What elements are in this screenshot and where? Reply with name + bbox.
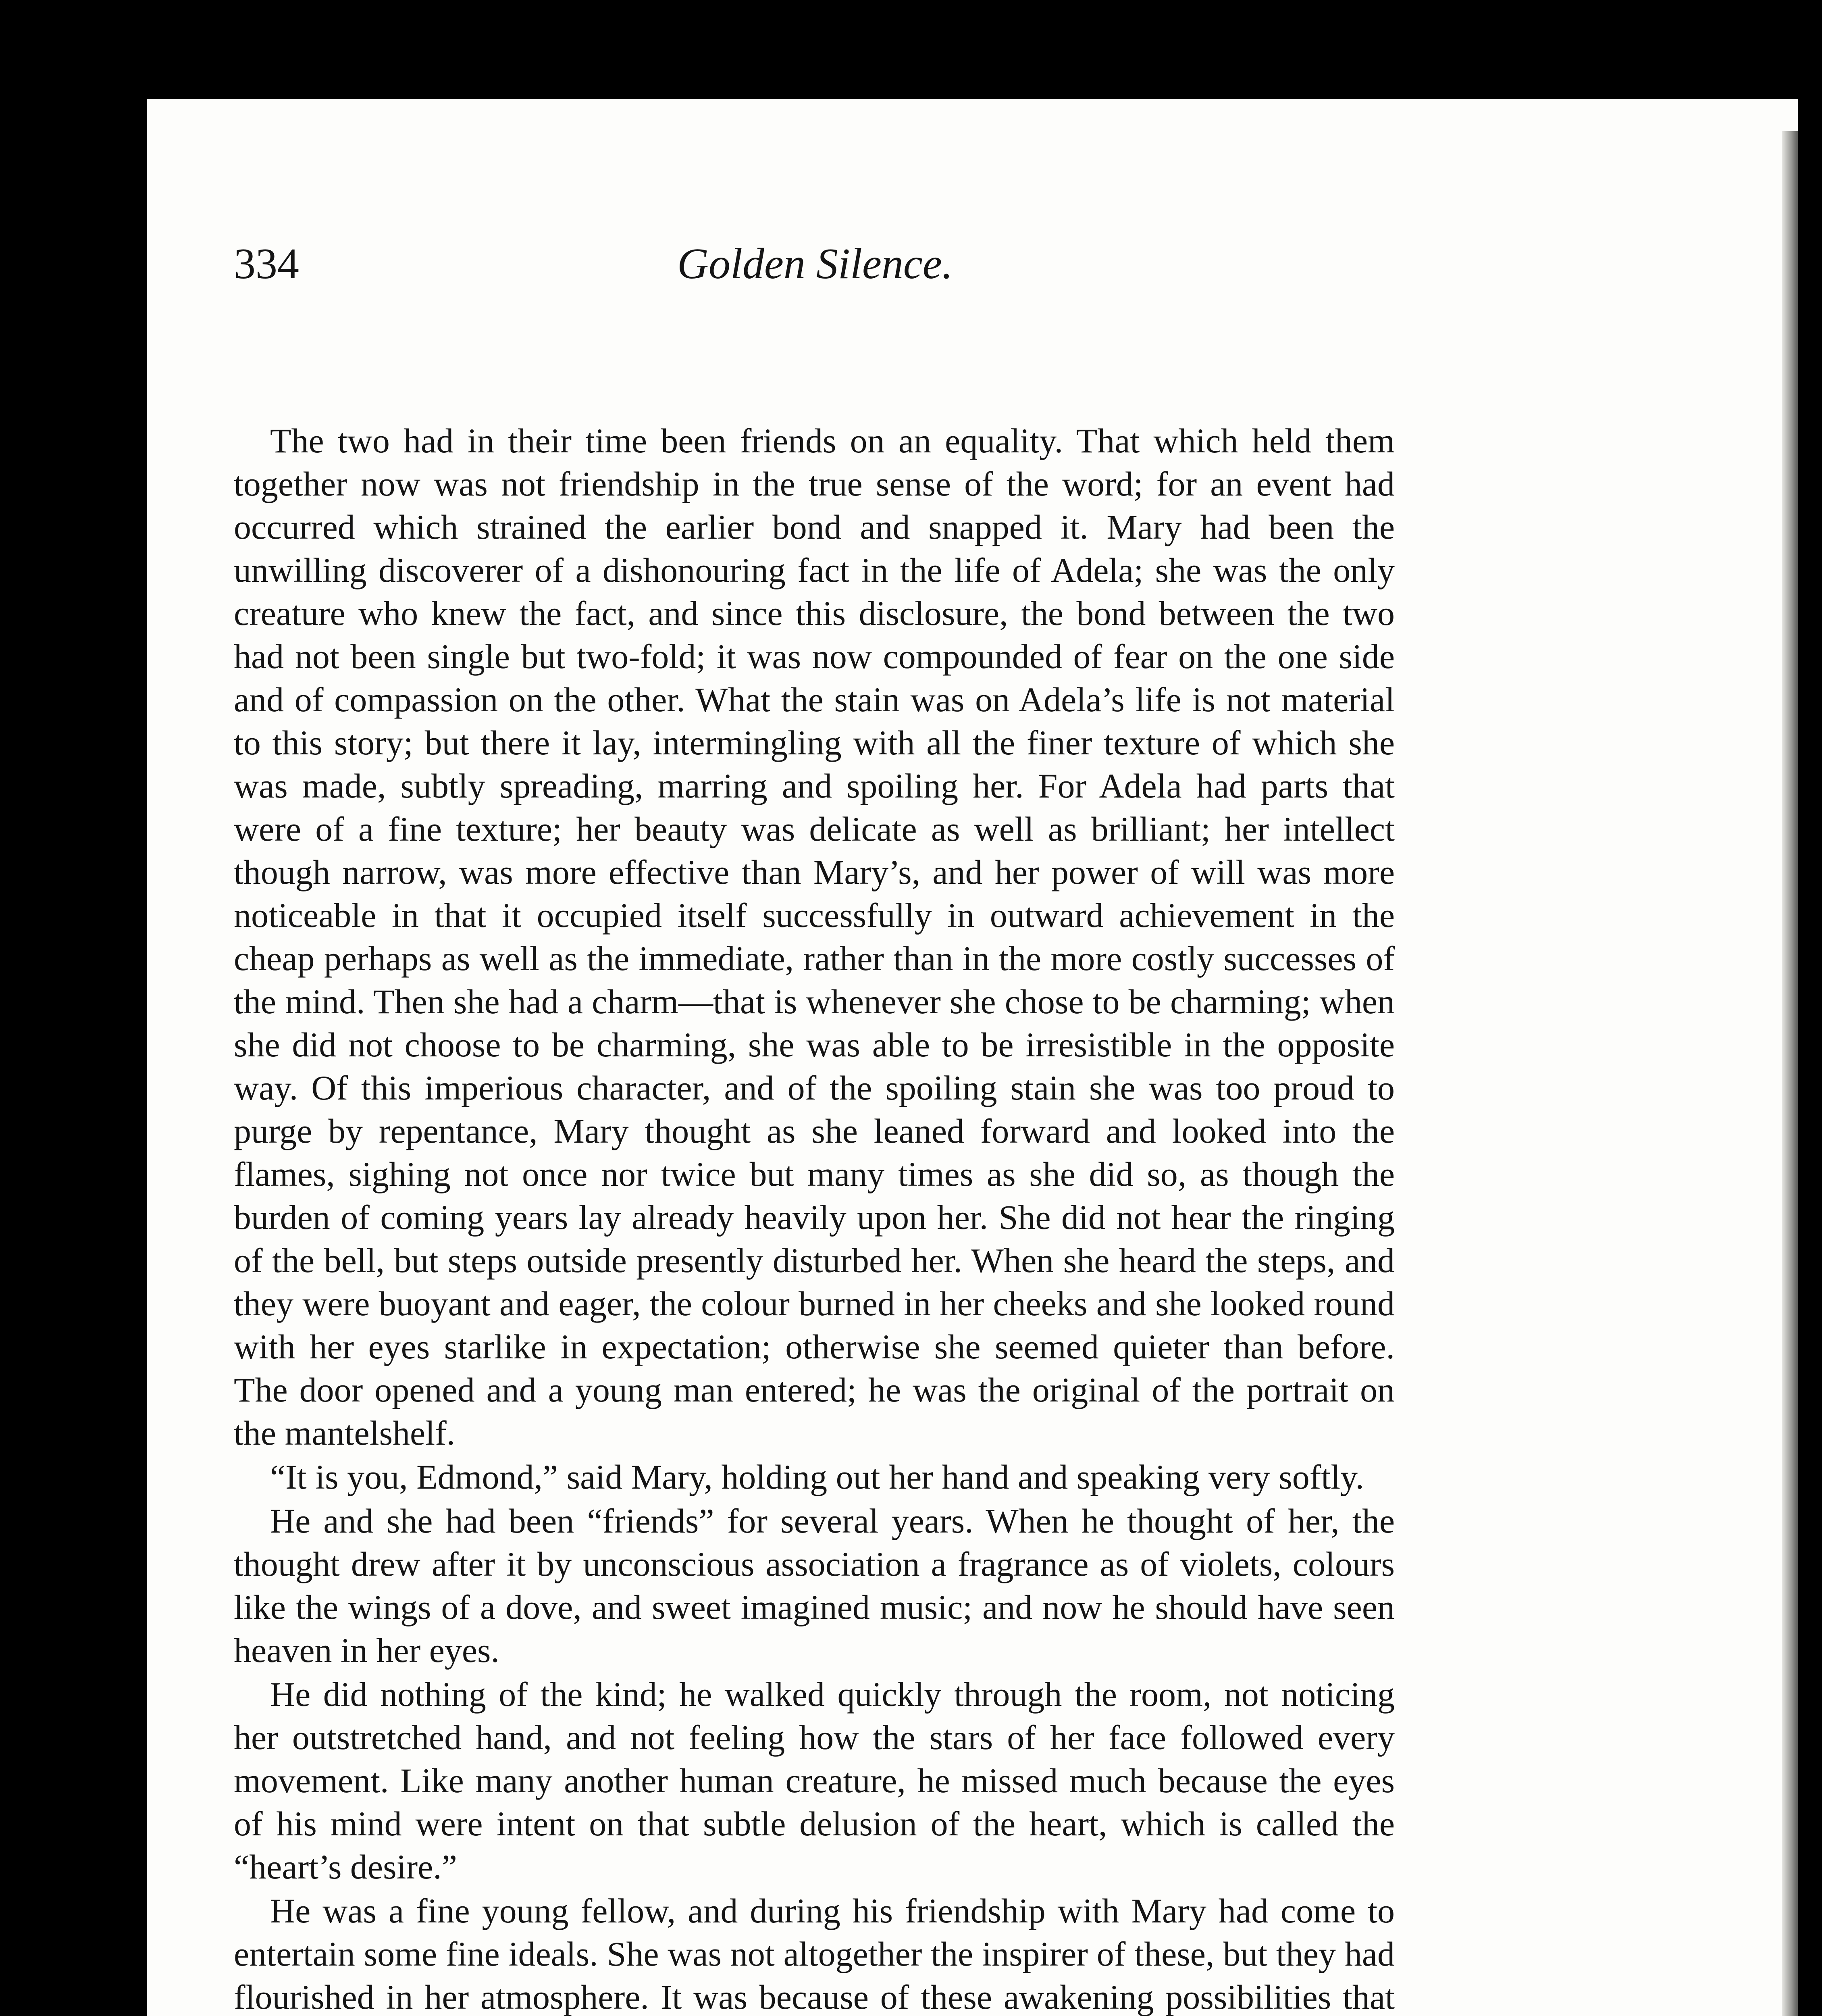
paragraph: He and she had been “friends” for several years. When he thought of her, the thought drew after it by unconscious association a fragrance as of violets, colours like the wings of a dove, and sweet imagined music; and now he should have seen heaven in her eyes.	[234, 1502, 1395, 1670]
paragraph: He was a fine young fellow, and during his friendship with Mary had come to entertain some fine ideals. She was not altogether the inspirer of these, but they had flourished in her atmosphere. It was because of these awakening possibilities that	[234, 1891, 1395, 2016]
paragraph: He did nothing of the kind; he walked quickly through the room, not noticing her outstretched hand, and not feeling how the stars of her face followed every movement. Like many another human creature, he missed much because the eyes of his mind were intent on that subtle delusion of the heart, which is called the “heart’s desire.”	[234, 1675, 1395, 1886]
paragraph: The two had in their time been friends on an equality. That which held them together now was not friendship in the true sense of the word; for an event had occurred which strained the earlier bond and snapped it. Mary had been the unwilling discoverer of a dishonouring fact in the life of Adela; she was the only creature who knew the fact, and since this disclosure, the bond between the two had not been single but two-fold; it was now compounded of fear on the one side and of compassion on the other. What the stain was on Adela’s life is not material to this story; but there it lay, intermingling with all the finer texture of which she was made, subtly spreading, marring and spoiling her. For Adela had parts that were of a fine texture; her beauty was delicate as well as brilliant; her intellect though narrow, was more effective than Mary’s, and her power of will was more noticeable in that it occupied itself successfully in outward achievement in the cheap perhaps as well as the immediate, rather than in the more costly successes of the mind. Then she had a charm—that is whenever she chose to be charming; when she did not choose to be charming, she was able to be irresistible in the opposite way. Of this imperious character, and of the spoiling stain she was too proud to purge by repentance, Mary thought as she leaned forward and looked into the flames, sighing not once nor twice but many times as she did so, as though the burden of coming years lay already heavily upon her. She did not hear the ringing of the bell, but steps outside presently disturbed her. When she heard the steps, and they were buoyant and eager, the colour burned in her cheeks and she looked round with her eyes starlike in expectation; otherwise she seemed quieter than before. The door opened and a young man entered; he was the original of the portrait on the mantelshelf.	[234, 421, 1395, 1452]
running-title: Golden Silence.	[677, 240, 953, 288]
page-edge-shadow	[1782, 131, 1798, 2016]
paragraph: “It is you, Edmond,” said Mary, holding out her hand and speaking very softly.	[270, 1458, 1364, 1496]
page-number: 334	[234, 240, 299, 288]
page-body	[234, 419, 1395, 2016]
page-header	[234, 236, 1395, 292]
